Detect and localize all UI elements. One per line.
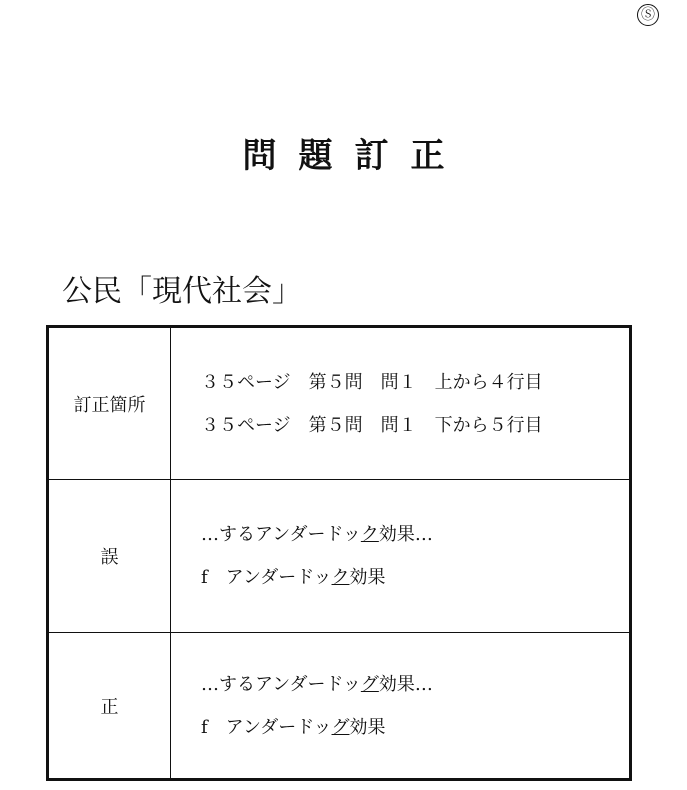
wrong-content <box>171 480 631 633</box>
correct-text: f アンダードッ <box>201 716 332 738</box>
table-row-location <box>48 327 631 480</box>
table-row-wrong <box>48 480 631 633</box>
location-line: ３５ページ 第５問 問１ 下から５行目 <box>201 414 543 436</box>
location-label: 訂正箇所 <box>48 327 171 480</box>
correct-line <box>201 706 628 749</box>
errata-table <box>46 325 632 781</box>
wrong-text: 効果 <box>349 567 386 588</box>
subject-heading: 公民「現代社会」 <box>62 274 302 309</box>
correct-text: 効果 <box>349 716 386 738</box>
correct-text: …するアンダードッ <box>201 673 361 695</box>
correct-label: 正 <box>48 633 171 780</box>
table-row-correct <box>48 633 631 780</box>
wrong-underlined-char: ク <box>360 524 379 545</box>
wrong-text: …するアンダードッ <box>201 524 361 545</box>
wrong-line <box>201 556 628 599</box>
corner-mark: Ⓢ <box>637 4 659 26</box>
correct-underlined-char: グ <box>360 673 379 695</box>
wrong-line <box>201 513 628 556</box>
wrong-underlined-char: ク <box>331 567 350 588</box>
location-line: ３５ページ 第５問 問１ 上から４行目 <box>201 371 543 393</box>
wrong-text: 効果… <box>378 524 433 545</box>
wrong-text: f アンダードッ <box>201 567 332 588</box>
page-title: 問題訂正 <box>242 136 467 176</box>
location-content <box>171 327 631 480</box>
correct-text: 効果… <box>378 673 433 695</box>
correct-line <box>201 663 628 706</box>
correct-underlined-char: グ <box>331 716 350 738</box>
wrong-label: 誤 <box>48 480 171 633</box>
correct-content <box>171 633 631 780</box>
